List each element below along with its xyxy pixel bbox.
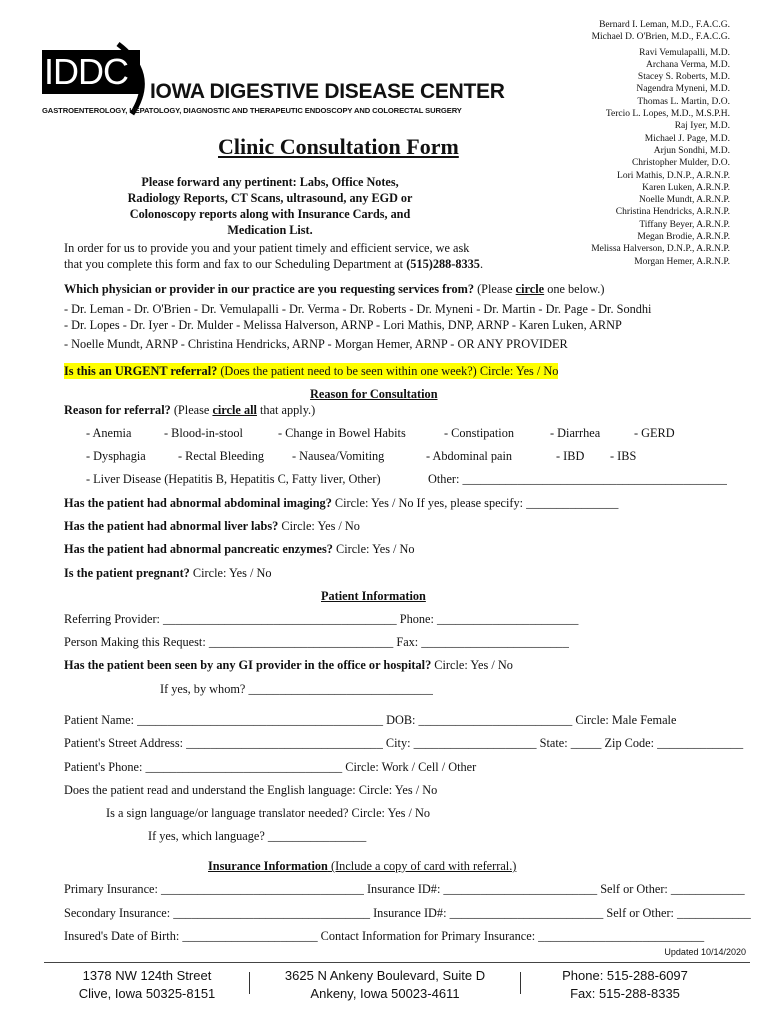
insured-dob-field[interactable]: Insured's Date of Birth: ______________________ Contact Information for Primary Insurance: ___________________________ bbox=[64, 929, 705, 943]
insurance-heading bbox=[208, 858, 516, 874]
reason-heading: Reason for Consultation bbox=[310, 387, 438, 401]
reason-ibs[interactable]: - IBS bbox=[610, 449, 637, 463]
reason-diarrhea[interactable]: - Diarrhea bbox=[550, 426, 601, 440]
staff-member: Morgan Hemer, A.R.N.P. bbox=[634, 256, 730, 267]
seen-by-whom-field[interactable]: If yes, by whom? ______________________________ bbox=[160, 682, 433, 696]
patient-address-field[interactable]: Patient's Street Address: ________________________________ City: ____________________ State: _____ Zip Code: ______________ bbox=[64, 736, 744, 750]
pregnant-question[interactable] bbox=[64, 565, 271, 581]
staff-member: Thomas L. Martin, D.O. bbox=[637, 96, 730, 107]
staff-member: Christina Hendricks, A.R.N.P. bbox=[615, 207, 730, 218]
physician-options-3[interactable]: - Noelle Mundt, ARNP - Christina Hendricks, ARNP - Morgan Hemer, ARNP - OR ANY PROVIDER bbox=[64, 337, 568, 351]
reason-hint-circle: circle all bbox=[212, 403, 257, 417]
staff-member: Lori Mathis, D.N.P., A.R.N.P. bbox=[617, 170, 730, 181]
imaging-answer: Circle: Yes / No If yes, please specify: _______________ bbox=[331, 496, 619, 510]
reason-prompt bbox=[64, 402, 315, 418]
liver-labs-question-text: Has the patient had abnormal liver labs? bbox=[64, 519, 279, 533]
staff-member: Tiffany Beyer, A.R.N.P. bbox=[639, 219, 730, 230]
footer-separator bbox=[520, 972, 521, 994]
footer-phone: Phone: 515-288-6097 bbox=[562, 968, 688, 983]
staff-member: Michael D. O'Brien, M.D., F.A.C.G. bbox=[591, 32, 730, 43]
translator-question[interactable]: Is a sign language/or language translator needed? Circle: Yes / No bbox=[106, 806, 431, 820]
physician-options-2[interactable]: - Dr. Lopes - Dr. Iyer - Dr. Mulder - Melissa Halverson, ARNP - Lori Mathis, DNP, ARNP - Karen Luken, ARNP bbox=[64, 318, 622, 332]
reason-gerd[interactable]: - GERD bbox=[634, 426, 675, 440]
staff-member: Bernard I. Leman, M.D., F.A.C.G. bbox=[599, 20, 730, 30]
gi-provider-question-text: Has the patient been seen by any GI provider in the office or hospital? bbox=[64, 658, 432, 672]
staff-member: Ravi Vemulapalli, M.D. bbox=[639, 47, 730, 58]
insurance-heading-text: Insurance Information bbox=[208, 859, 328, 873]
footer-address-clive bbox=[62, 967, 232, 1003]
staff-member: Melissa Halverson, D.N.P., A.R.N.P. bbox=[591, 244, 730, 255]
footer-separator bbox=[249, 972, 250, 994]
staff-member: Archana Verma, M.D. bbox=[646, 59, 730, 70]
footer-address-line: 3625 N Ankeny Boulevard, Suite D bbox=[284, 968, 486, 983]
primary-insurance-field[interactable]: Primary Insurance: _________________________________ Insurance ID#: _________________________ Self or Other: ____________ bbox=[64, 882, 745, 896]
reason-nausea-vomiting[interactable]: - Nausea/Vomiting bbox=[292, 449, 385, 463]
scheduling-fax-number: (515)288-8335 bbox=[406, 257, 480, 271]
physician-question bbox=[64, 281, 604, 297]
staff-list bbox=[591, 19, 730, 268]
physician-question-text: Which physician or provider in our practice are you requesting services from? bbox=[64, 282, 474, 296]
form-title: Clinic Consultation Form bbox=[218, 134, 459, 159]
instructions: Please forward any pertinent: Labs, Office Notes, Radiology Reports, CT Scans, ultrasound, any EGD or Colonoscopy reports along with Insurance Cards, and Medication List. bbox=[127, 175, 413, 237]
updated-date: Updated 10/14/2020 bbox=[664, 947, 746, 957]
english-question[interactable]: Does the patient read and understand the English language: Circle: Yes / No bbox=[64, 783, 438, 797]
reason-liver-disease[interactable]: - Liver Disease (Hepatitis B, Hepatitis C, Fatty liver, Other) bbox=[86, 472, 381, 486]
reason-blood-in-stool[interactable]: - Blood-in-stool bbox=[164, 426, 243, 440]
reason-ibd[interactable]: - IBD bbox=[556, 449, 585, 463]
clinic-tagline: GASTROENTEROLOGY, HEPATOLOGY, DIAGNOSTIC AND THERAPEUTIC ENDOSCOPY AND COLORECTAL SURGERY bbox=[42, 106, 462, 115]
pregnant-question-text: Is the patient pregnant? bbox=[64, 566, 190, 580]
urgent-question-text: Is this an URGENT referral? bbox=[64, 364, 218, 378]
reason-abdominal-pain[interactable]: - Abdominal pain bbox=[426, 449, 513, 463]
reason-anemia[interactable]: - Anemia bbox=[86, 426, 132, 440]
pregnant-answer: Circle: Yes / No bbox=[189, 566, 272, 580]
reason-rectal-bleeding[interactable]: - Rectal Bleeding bbox=[178, 449, 265, 463]
gi-provider-answer: Circle: Yes / No bbox=[431, 658, 513, 672]
physician-hint-circle: circle bbox=[515, 282, 545, 296]
footer-address-line: Ankeny, Iowa 50023-4611 bbox=[310, 986, 460, 1001]
gi-provider-question[interactable] bbox=[64, 657, 513, 673]
staff-member: Christopher Mulder, D.O. bbox=[631, 158, 730, 169]
reason-constipation[interactable]: - Constipation bbox=[444, 426, 515, 440]
footer-address-ankeny bbox=[268, 967, 502, 1003]
imaging-question-text: Has the patient had abnormal abdominal imaging? bbox=[64, 496, 332, 510]
patient-info-heading: Patient Information bbox=[321, 589, 426, 603]
footer-contact bbox=[540, 967, 710, 1003]
footer-divider bbox=[44, 962, 750, 963]
staff-member: Nagendra Myneni, M.D. bbox=[636, 84, 730, 95]
secondary-insurance-field[interactable]: Secondary Insurance: ________________________________ Insurance ID#: _________________________ Self or Other: ____________ bbox=[64, 906, 751, 920]
intro-text: that you complete this form and fax to our Scheduling Department at bbox=[64, 257, 407, 271]
clinic-name: IOWA DIGESTIVE DISEASE CENTER bbox=[150, 80, 505, 103]
staff-member: Noelle Mundt, A.R.N.P. bbox=[638, 195, 730, 206]
footer-fax: Fax: 515-288-8335 bbox=[570, 986, 680, 1001]
pancreatic-answer: Circle: Yes / No bbox=[332, 542, 415, 556]
staff-member: Michael J. Page, M.D. bbox=[644, 133, 730, 144]
pancreatic-question-text: Has the patient had abnormal pancreatic enzymes? bbox=[64, 542, 333, 556]
staff-member: Arjun Sondhi, M.D. bbox=[653, 145, 730, 156]
patient-name-field[interactable]: Patient Name: ________________________________________ DOB: _________________________ Circle: Male Female bbox=[64, 713, 677, 727]
reason-hint-end: that apply.) bbox=[256, 403, 316, 417]
footer-address-line: Clive, Iowa 50325-8151 bbox=[78, 986, 216, 1001]
staff-member: Raj Iyer, M.D. bbox=[674, 121, 730, 132]
urgent-detail: (Does the patient need to be seen within one week?) Circle: Yes / No bbox=[217, 364, 559, 378]
requester-field[interactable]: Person Making this Request: ______________________________ Fax: ________________________ bbox=[64, 635, 569, 649]
referring-provider-field[interactable]: Referring Provider: ______________________________________ Phone: _______________________ bbox=[64, 612, 579, 626]
intro-line-2 bbox=[64, 256, 483, 272]
patient-phone-field[interactable]: Patient's Phone: ________________________________ Circle: Work / Cell / Other bbox=[64, 760, 477, 774]
reason-dysphagia[interactable]: - Dysphagia bbox=[86, 449, 146, 463]
language-field[interactable]: If yes, which language? ________________ bbox=[148, 829, 367, 843]
staff-member: Tercio L. Lopes, M.D., M.S.P.H. bbox=[605, 109, 730, 120]
staff-member: Megan Brodie, A.R.N.P. bbox=[637, 232, 730, 243]
staff-member: Karen Luken, A.R.N.P. bbox=[642, 182, 730, 193]
insurance-heading-note: (Include a copy of card with referral.) bbox=[327, 859, 517, 873]
staff-member: Stacey S. Roberts, M.D. bbox=[637, 72, 730, 83]
reason-hint: (Please bbox=[170, 403, 213, 417]
imaging-question[interactable] bbox=[64, 495, 618, 511]
physician-hint: (Please bbox=[474, 282, 516, 296]
physician-options-1[interactable]: - Dr. Leman - Dr. O'Brien - Dr. Vemulapalli - Dr. Verma - Dr. Roberts - Dr. Myneni - Dr. Martin - Dr. Page - Dr. Sondhi bbox=[64, 302, 652, 316]
reason-bowel-habits[interactable]: - Change in Bowel Habits bbox=[278, 426, 406, 440]
logo-letters: IDDC bbox=[44, 51, 128, 92]
urgent-question[interactable] bbox=[64, 363, 558, 379]
reason-other-field[interactable]: Other: ___________________________________________ bbox=[428, 472, 727, 486]
pancreatic-question[interactable] bbox=[64, 541, 415, 557]
footer-address-line: 1378 NW 124th Street bbox=[82, 968, 212, 983]
intro-line-1: In order for us to provide you and your patient timely and efficient service, we ask bbox=[64, 241, 470, 255]
physician-hint-end: one below.) bbox=[544, 282, 605, 296]
intro-period: . bbox=[479, 257, 484, 271]
reason-prompt-text: Reason for referral? bbox=[64, 403, 171, 417]
liver-labs-question[interactable] bbox=[64, 518, 360, 534]
liver-labs-answer: Circle: Yes / No bbox=[278, 519, 360, 533]
